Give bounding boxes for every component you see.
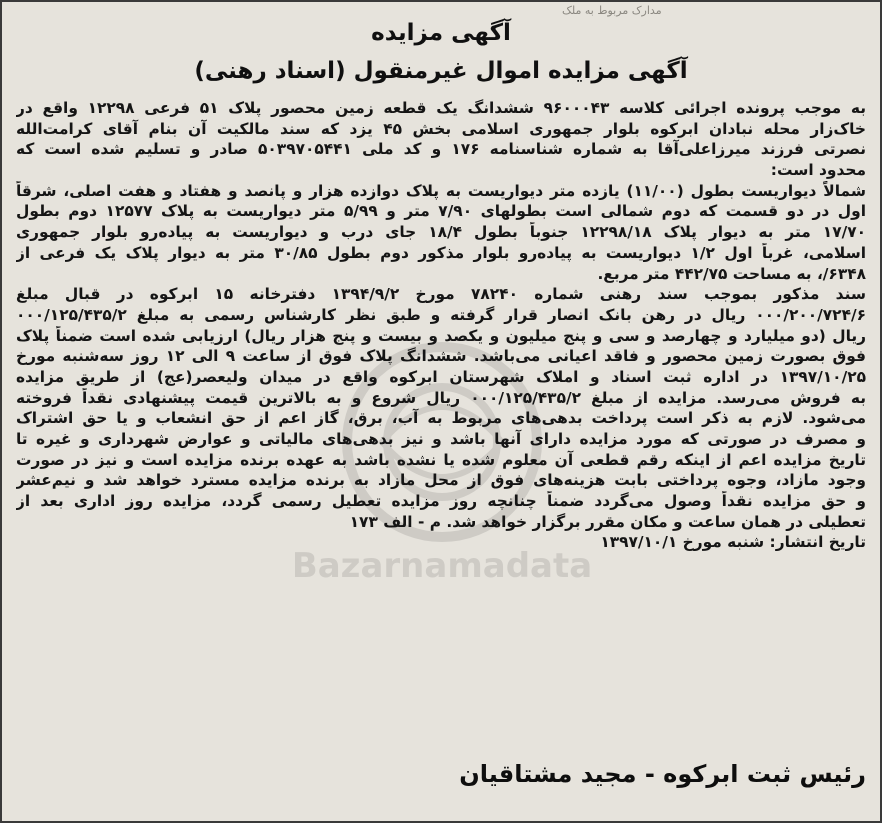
signature-line: رئیس ثبت ابرکوه - مجید مشتاقیان bbox=[459, 760, 866, 788]
paragraph-3-line: ۰۰۰/۲۰۰/۷۲۴/۶ ریال در رهن بانک انصار قرار گرفته و طبق نظر کارشناس رسمی به مبلغ ۰۰۰/۱۲۵/۴۳۵/۲ bbox=[16, 305, 866, 324]
paragraph-3-line: وجود مازاد، وجوه پرداختی بابت هزینه‌های فوق از محل مازاد به برنده مزایده مسترد خواهد شد و نیم‌عشر bbox=[16, 471, 866, 490]
publish-date: تاریخ انتشار: شنبه مورخ ۱۳۹۷/۱۰/۱ bbox=[600, 533, 866, 552]
paragraph-2-line: اول در دو قسمت که دوم شمالی است بطولهای ۷/۹۰ متر و ۵/۹۹ متر دیواریست به پلاک ۱۲۵۷۷ دوم بطول bbox=[16, 202, 866, 221]
paragraph-3-line: تعطیلی در همان ساعت و مکان مقرر برگزار خواهد شد. م - الف ۱۷۳ bbox=[349, 512, 866, 531]
cropped-header-text: مدارک مربوط به ملک bbox=[562, 4, 662, 17]
paragraph-3-line: فوق بصورت زمین محصور و فاقد اعیانی می‌باشد. ششدانگ پلاک فوق از ساعت ۹ الی ۱۲ روز سه‌شنبه مورخ bbox=[16, 347, 866, 366]
paragraph-1-line: محدود است: bbox=[770, 161, 866, 180]
notice-body bbox=[16, 98, 866, 553]
paragraph-3-line: ریال (دو میلیارد و چهارصد و سی و پنج میلیون و یکصد و بیست و پنج هزار ریال) ارزیابی شده است ضمناً پلاک bbox=[16, 326, 866, 345]
notice-title: آگهی مزایده bbox=[371, 20, 511, 46]
paragraph-2-line: ۱۷/۷۰ متر به دیوار پلاک ۱۲۲۹۸/۱۸ جنوباً بطول ۱۸/۴ جای درب و دیواریست به پیاده‌رو بلوار جمهوری bbox=[16, 223, 866, 242]
paragraph-3-line: سند مذکور بموجب سند رهنی شماره ۷۸۲۴۰ مورخ ۱۳۹۴/۹/۲ دفترخانه ۱۵ ابرکوه در قبال مبلغ bbox=[16, 285, 866, 304]
paragraph-2-line: شمالاً دیواریست بطول (۱۱/۰۰) یازده متر دیواریست به پلاک دوازده هزار و پانصد و هفتاد و هفت اصلی، شرقاً bbox=[16, 181, 866, 200]
paragraph-1-line: نصرتی فرزند میرزاعلی‌آقا به شماره شناسنامه ۱۷۶ و کد ملی ۵۰۳۹۷۰۵۴۴۱ صادر و تسلیم شده است که bbox=[16, 140, 866, 159]
paragraph-2-line: ۶۳۴۸/، به مساحت ۴۴۲/۷۵ متر مربع. bbox=[597, 264, 866, 283]
paragraph-3-line: تاریخ مزایده اعم از اینکه رقم قطعی آن معلوم شده یا نشده باشد به عهده برنده مزایده است و نیز در صورت bbox=[16, 450, 866, 469]
paragraph-3-line: ۱۳۹۷/۱۰/۲۵ در اداره ثبت اسناد و املاک شهرستان ابرکوه واقع در میدان ولیعصر(عج) از طریق مزایده bbox=[16, 367, 866, 386]
paragraph-1-line: به موجب پرونده اجرائی کلاسه ۹۶۰۰۰۴۳ ششدانگ یک قطعه زمین محصور پلاک ۵۱ فرعی ۱۲۲۹۸ واقع در bbox=[16, 99, 866, 117]
paragraph-2-line: اسلامی، غرباً اول ۱/۲ دیواریست به پیاده‌رو بلوار مذکور دوم بطول ۳۰/۸۵ متر به دیوار پلاک یک فرعی از bbox=[16, 243, 866, 262]
paragraph-1-line: خاک‌زار محله نبادان ابرکوه بلوار جمهوری اسلامی بخش ۴۵ یزد که سند مالکیت آن بنام آقای کرامت‌الله bbox=[16, 119, 866, 138]
paragraph-3-line: و حق مزایده نقداً وصول می‌گردد ضمناً چنانچه روز مزایده تعطیل رسمی گردد، مزایده روز اداری بعد از bbox=[16, 492, 866, 511]
paragraph-3-line: به فروش می‌رسد. مزایده از مبلغ ۰۰۰/۱۲۵/۴۳۵/۲ ریال شروع و به بالاترین قیمت پیشنهادی نقداً فروخته bbox=[16, 388, 866, 407]
watermark-text: Bazarnamadata bbox=[291, 546, 593, 586]
paragraph-3-line: و مصرف در صورتی که مورد مزایده دارای آنها باشد و نیز بدهی‌های مالیاتی و عوارض شهرداری و غیره تا bbox=[16, 430, 866, 448]
paragraph-3-line: می‌شود. لازم به ذکر است پرداخت بدهی‌های مربوط به آب، برق، گاز اعم از حق انشعاب و یا حق اشتراک bbox=[16, 409, 866, 428]
notice-subtitle: آگهی مزایده اموال غیرمنقول (اسناد رهنی) bbox=[194, 58, 688, 84]
